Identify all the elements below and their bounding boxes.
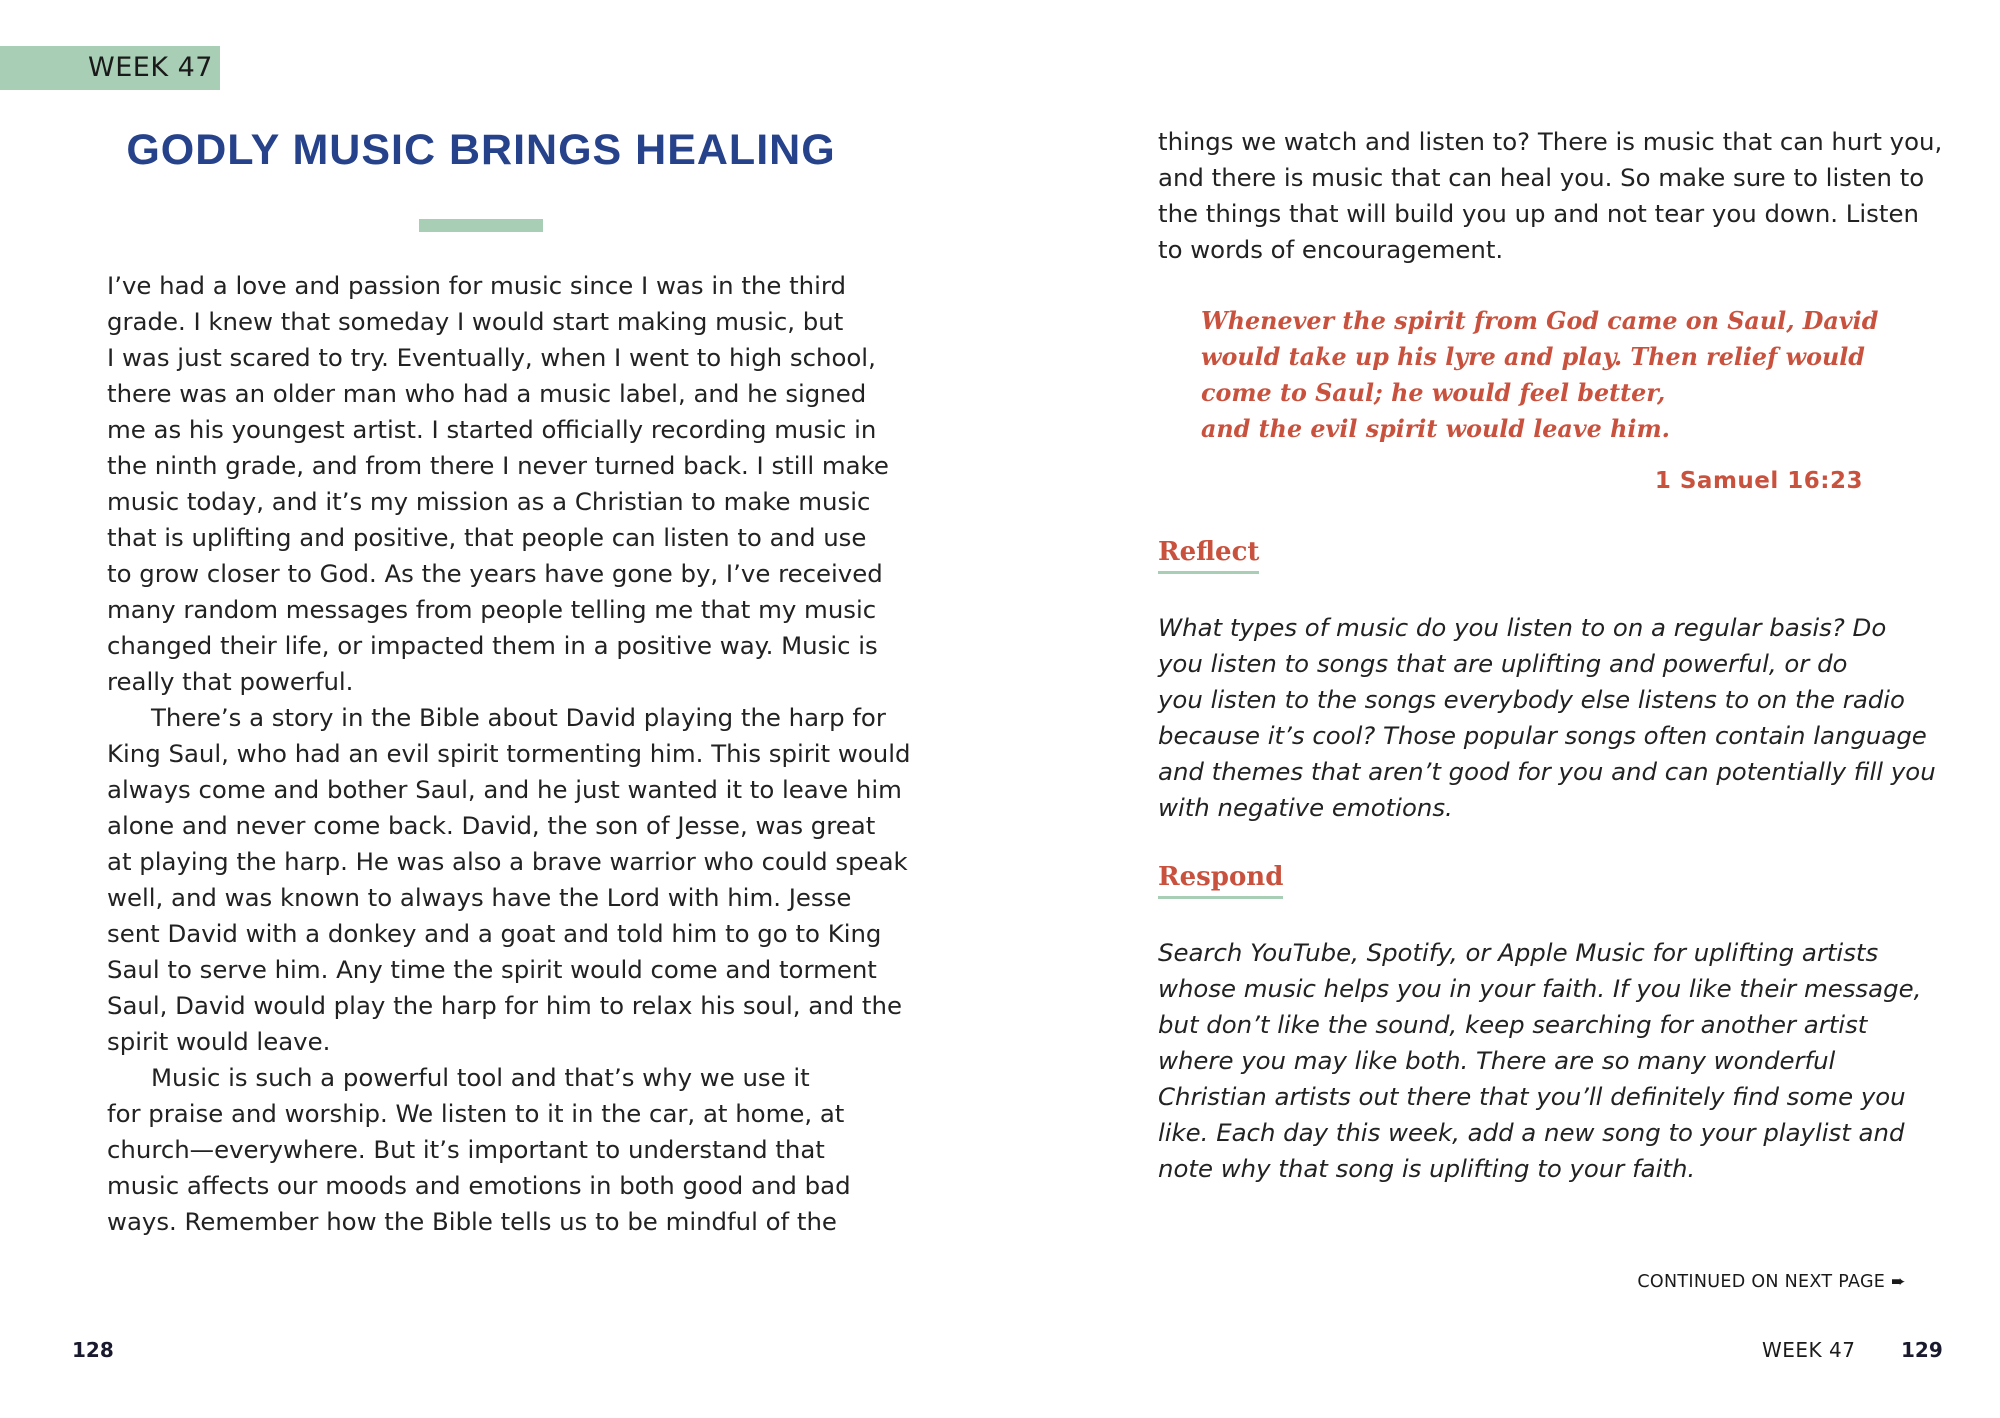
week-tab-label: WEEK 47 bbox=[88, 52, 213, 83]
page-number-left: 128 bbox=[72, 1338, 114, 1362]
body-line: alone and never come back. David, the son of Jesse, was great bbox=[107, 811, 876, 840]
body-line: ways. Remember how the Bible tells us to be mindful of the bbox=[107, 1207, 837, 1236]
body-line: me as his youngest artist. I started officially recording music in bbox=[107, 415, 877, 444]
body-line: spirit would leave. bbox=[107, 1027, 331, 1056]
body-line: always come and bother Saul, and he just wanted it to leave him bbox=[107, 775, 902, 804]
week-tab bbox=[0, 46, 220, 90]
body-line: changed their life, or impacted them in a positive way. Music is bbox=[107, 631, 878, 660]
reflect-line: with negative emotions. bbox=[1158, 793, 1453, 822]
body-line: Saul to serve him. Any time the spirit would come and torment bbox=[107, 955, 877, 984]
body-line: many random messages from people telling me that my music bbox=[107, 595, 877, 624]
scripture-line: Whenever the spirit from God came on Saul, David bbox=[1201, 307, 1879, 335]
body-line: I’ve had a love and passion for music since I was in the third bbox=[107, 271, 846, 300]
body-line: music affects our moods and emotions in both good and bad bbox=[107, 1171, 851, 1200]
reflect-body bbox=[1158, 610, 1936, 826]
footer-week-label: WEEK 47 bbox=[1762, 1338, 1856, 1362]
respond-line: where you may like both. There are so many wonderful bbox=[1158, 1046, 1836, 1075]
body-line: the things that will build you up and not tear you down. Listen bbox=[1158, 199, 1919, 228]
body-line: there was an older man who had a music label, and he signed bbox=[107, 379, 867, 408]
respond-line: note why that song is uplifting to your faith. bbox=[1158, 1154, 1696, 1183]
body-line: There’s a story in the Bible about David playing the harp for bbox=[151, 703, 886, 732]
reflect-line: you listen to songs that are uplifting and powerful, or do bbox=[1158, 649, 1848, 678]
body-line: I was just scared to try. Eventually, when I went to high school, bbox=[107, 343, 876, 372]
reflect-line: and themes that aren’t good for you and can potentially fill you bbox=[1158, 757, 1936, 786]
body-line: music today, and it’s my mission as a Christian to make music bbox=[107, 487, 871, 516]
scripture-line: come to Saul; he would feel better, bbox=[1201, 379, 1666, 407]
reflect-line: because it’s cool? Those popular songs often contain language bbox=[1158, 721, 1927, 750]
respond-line: Search YouTube, Spotify, or Apple Music for uplifting artists bbox=[1158, 938, 1879, 967]
right-column-continuation bbox=[1158, 124, 1942, 268]
scripture-line: and the evil spirit would leave him. bbox=[1201, 415, 1670, 443]
respond-line: like. Each day this week, add a new song to your playlist and bbox=[1158, 1118, 1905, 1147]
page-title: GODLY MUSIC BRINGS HEALING bbox=[126, 126, 836, 174]
respond-line: but don’t like the sound, keep searching for another artist bbox=[1158, 1010, 1868, 1039]
body-line: well, and was known to always have the Lord with him. Jesse bbox=[107, 883, 852, 912]
left-column-body bbox=[107, 268, 910, 1240]
body-line: Saul, David would play the harp for him to relax his soul, and the bbox=[107, 991, 902, 1020]
scripture-quote bbox=[1201, 303, 1878, 447]
body-line: really that powerful. bbox=[107, 667, 354, 696]
body-line: church—everywhere. But it’s important to understand that bbox=[107, 1135, 825, 1164]
title-divider bbox=[419, 219, 543, 232]
respond-line: whose music helps you in your faith. If you like their message, bbox=[1158, 974, 1922, 1003]
body-line: King Saul, who had an evil spirit tormenting him. This spirit would bbox=[107, 739, 911, 768]
body-line: the ninth grade, and from there I never turned back. I still make bbox=[107, 451, 889, 480]
respond-body bbox=[1158, 935, 1921, 1187]
body-line: to words of encouragement. bbox=[1158, 235, 1504, 264]
body-line: that is uplifting and positive, that people can listen to and use bbox=[107, 523, 867, 552]
reflect-line: you listen to the songs everybody else listens to on the radio bbox=[1158, 685, 1905, 714]
scripture-reference: 1 Samuel 16:23 bbox=[1654, 468, 1863, 494]
reflect-line: What types of music do you listen to on a regular basis? Do bbox=[1158, 613, 1887, 642]
page-number-right: 129 bbox=[1901, 1338, 1943, 1362]
body-line: things we watch and listen to? There is music that can hurt you, bbox=[1158, 127, 1943, 156]
body-line: Music is such a powerful tool and that’s why we use it bbox=[151, 1063, 810, 1092]
body-line: to grow closer to God. As the years have gone by, I’ve received bbox=[107, 559, 883, 588]
body-line: for praise and worship. We listen to it in the car, at home, at bbox=[107, 1099, 845, 1128]
reflect-heading: Reflect bbox=[1158, 537, 1259, 574]
body-line: and there is music that can heal you. So make sure to listen to bbox=[1158, 163, 1925, 192]
body-line: grade. I knew that someday I would start making music, but bbox=[107, 307, 844, 336]
scripture-line: would take up his lyre and play. Then relief would bbox=[1201, 343, 1865, 371]
respond-line: Christian artists out there that you’ll definitely find some you bbox=[1158, 1082, 1906, 1111]
body-line: at playing the harp. He was also a brave warrior who could speak bbox=[107, 847, 908, 876]
body-line: sent David with a donkey and a goat and told him to go to King bbox=[107, 919, 882, 948]
respond-heading: Respond bbox=[1158, 862, 1283, 899]
continued-on-next-page: CONTINUED ON NEXT PAGE ➨ bbox=[1637, 1272, 1906, 1292]
